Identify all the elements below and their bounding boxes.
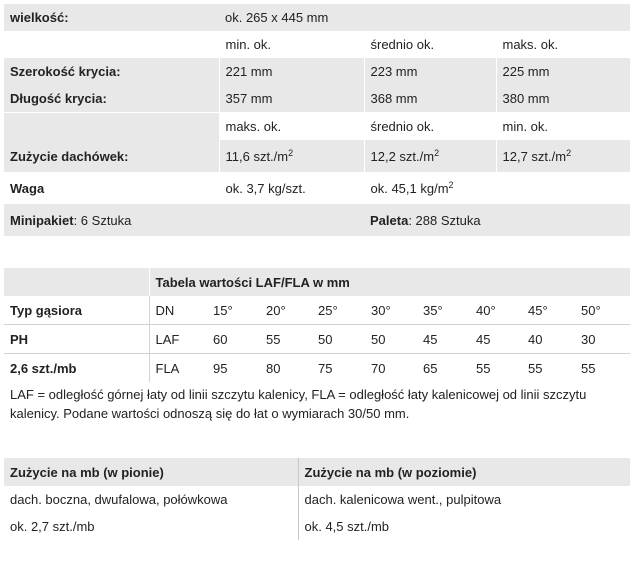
angle-1: 15° (213, 302, 233, 318)
usage-max (219, 140, 364, 172)
size-value: ok. 265 x 445 mm (219, 4, 630, 31)
mb-usage-table (4, 458, 630, 540)
width-row (4, 58, 630, 85)
row2-value: 55 (581, 360, 596, 376)
empty-cell (4, 268, 149, 296)
usage-header-avg: średnio ok. (364, 113, 496, 141)
row1-label: PH (10, 331, 29, 347)
cover-header-row (4, 31, 630, 58)
laf-row (4, 325, 630, 354)
empty-cell (4, 113, 219, 141)
row2-value: 95 (213, 360, 228, 376)
weight-row (4, 172, 630, 204)
mb-type-row (4, 486, 630, 513)
row2-value: 80 (266, 360, 281, 376)
usage-max-value: 11,6 szt./m (225, 148, 289, 164)
dimensions-table (4, 4, 630, 236)
cover-header-avg: średnio ok. (364, 31, 496, 58)
type-label: Typ gąsiora (10, 302, 83, 318)
pallet-cell (364, 204, 630, 236)
mb-left-value: ok. 2,7 szt./mb (10, 519, 95, 534)
laf-title-row (4, 268, 630, 296)
usage-min (496, 140, 630, 172)
usage-avg (364, 140, 496, 172)
row2-value: 75 (318, 360, 333, 376)
row1-value: 45 (476, 331, 491, 347)
width-min: 221 mm (219, 58, 364, 85)
angle-7: 45° (528, 302, 548, 318)
usage-avg-value: 12,2 szt./m (370, 148, 435, 164)
usage-header-row (4, 113, 630, 141)
usage-min-value: 12,7 szt./m (502, 148, 567, 164)
fla-row (4, 354, 630, 383)
usage-min-exp: 2 (566, 147, 572, 158)
row1-value: 60 (213, 331, 228, 347)
row2-value: 55 (476, 360, 491, 376)
weight-area-exp: 2 (448, 179, 454, 190)
row2-value: 55 (528, 360, 543, 376)
minipack-label: Minipakiet (10, 212, 74, 228)
weight-value: ok. 3,7 kg/szt. (219, 172, 364, 204)
length-min: 357 mm (219, 85, 364, 113)
angle-3: 25° (318, 302, 338, 318)
angle-8: 50° (581, 302, 601, 318)
packaging-row (4, 204, 630, 236)
length-avg: 368 mm (364, 85, 496, 113)
usage-max-exp: 2 (288, 147, 294, 158)
pallet-value: : 288 Sztuka (408, 212, 481, 228)
row2-value: 65 (423, 360, 438, 376)
empty-cell (4, 31, 219, 58)
width-avg: 223 mm (364, 58, 496, 85)
mb-left-header: Zużycie na mb (w pionie) (4, 458, 298, 486)
row2-key: FLA (149, 354, 207, 383)
row1-value: 45 (423, 331, 438, 347)
laf-fla-note: LAF = odległość górnej łaty od linii szczytu kalenicy, FLA = odległość łaty kalenicowej od linii szczytu kalenicy. Podane wartości odnoszą się do łat o wymiarach 30/50 mm. (10, 387, 587, 421)
row1-value: 30 (581, 331, 596, 347)
usage-row (4, 140, 630, 172)
mb-left-type: dach. boczna, dwufalowa, połówkowa (10, 492, 228, 507)
length-max: 380 mm (496, 85, 630, 113)
usage-header-min: min. ok. (496, 113, 630, 141)
usage-avg-exp: 2 (434, 147, 440, 158)
mb-right-header: Zużycie na mb (w poziomie) (298, 458, 630, 486)
row1-value: 40 (528, 331, 543, 347)
mb-right-value: ok. 4,5 szt./mb (298, 513, 630, 540)
usage-label: Zużycie dachówek: (4, 140, 219, 172)
row2-value: 70 (371, 360, 386, 376)
angle-6: 40° (476, 302, 496, 318)
mb-right-type: dach. kalenicowa went., pulpitowa (298, 486, 630, 513)
row1-key: LAF (149, 325, 207, 354)
cover-header-max: maks. ok. (496, 31, 630, 58)
laf-table-title: Tabela wartości LAF/FLA w mm (149, 268, 630, 296)
angle-2: 20° (266, 302, 286, 318)
row2-label: 2,6 szt./mb (10, 360, 77, 376)
weight-area-value: ok. 45,1 kg/m (370, 180, 449, 196)
angle-5: 35° (423, 302, 443, 318)
row1-value: 50 (371, 331, 386, 347)
weight-label: Waga (10, 180, 45, 196)
row1-value: 50 (318, 331, 333, 347)
mb-header-row (4, 458, 630, 486)
angles-row (4, 296, 630, 325)
dn-label: DN (149, 296, 207, 325)
minipack-value: : 6 Sztuka (73, 212, 132, 228)
size-row (4, 4, 630, 31)
cover-header-min: min. ok. (219, 31, 364, 58)
usage-header-max: maks. ok. (219, 113, 364, 141)
length-row (4, 85, 630, 113)
mb-value-row (4, 513, 630, 540)
width-max: 225 mm (496, 58, 630, 85)
pallet-label: Paleta (370, 212, 409, 228)
width-label: Szerokość krycia: (4, 58, 219, 85)
minipack-cell (4, 204, 364, 236)
length-label: Długość krycia: (4, 85, 219, 113)
size-label: wielkość: (4, 4, 219, 31)
weight-area (364, 172, 630, 204)
row1-value: 55 (266, 331, 281, 347)
laf-fla-table (4, 268, 630, 382)
angle-4: 30° (371, 302, 391, 318)
